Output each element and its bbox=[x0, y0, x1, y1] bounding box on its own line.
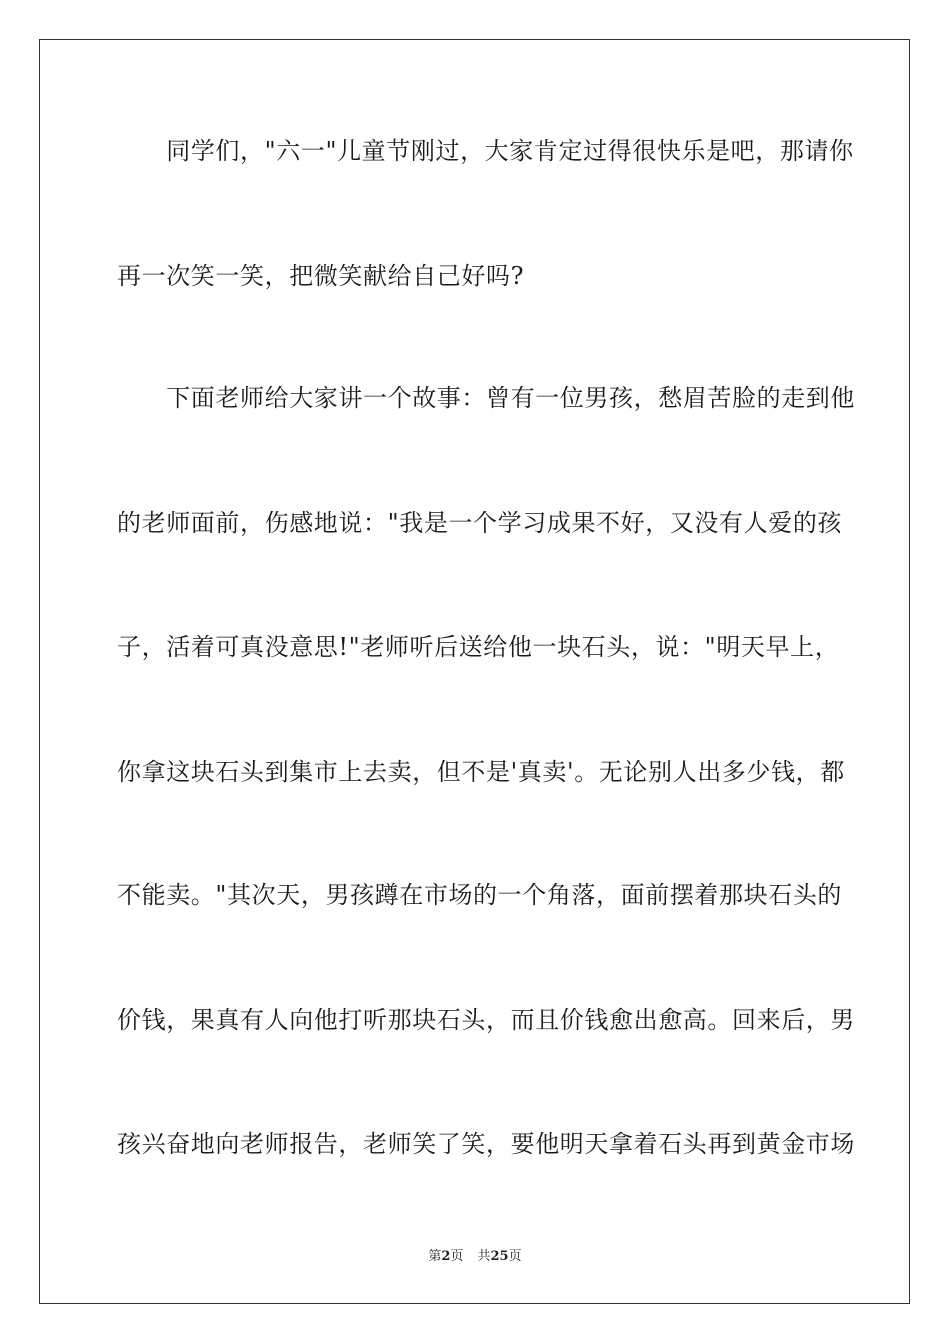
paragraph-2-line-3: 子，活着可真没意思!"老师听后送给他一块石头，说："明天早上， bbox=[117, 633, 840, 661]
paragraph-1-line-2: 再一次笑一笑，把微笑献给自己好吗? bbox=[117, 262, 525, 290]
total-suffix: 页 bbox=[508, 1249, 522, 1264]
paragraph-2-line-1: 下面老师给大家讲一个故事：曾有一位男孩，愁眉苦脸的走到他 bbox=[117, 384, 855, 412]
page-suffix: 页 bbox=[450, 1249, 464, 1264]
page-number: 2 bbox=[441, 1249, 451, 1264]
paragraph-2-line-4: 你拿这块石头到集市上去卖，但不是'真卖'。无论别人出多少钱，都 bbox=[117, 758, 845, 786]
paragraph-1-line-1: 同学们，"六一"儿童节刚过，大家肯定过得很快乐是吧，那请你 bbox=[117, 137, 854, 165]
paragraph-2-line-5: 不能卖。"其次天，男孩蹲在市场的一个角落，面前摆着那块石头的 bbox=[117, 881, 843, 909]
paragraph-2-line-6: 价钱，果真有人向他打听那块石头，而且价钱愈出愈高。回来后，男 bbox=[117, 1006, 855, 1034]
total-pages: 25 bbox=[490, 1249, 509, 1264]
page-border bbox=[39, 39, 910, 1304]
page-prefix: 第 bbox=[428, 1249, 442, 1264]
paragraph-2-line-7: 孩兴奋地向老师报告，老师笑了笑，要他明天拿着石头再到黄金市场 bbox=[117, 1130, 855, 1158]
total-prefix: 共 bbox=[477, 1249, 491, 1264]
page-footer bbox=[0, 1248, 950, 1266]
paragraph-2-line-2: 的老师面前，伤感地说："我是一个学习成果不好，又没有人爱的孩 bbox=[117, 509, 843, 537]
